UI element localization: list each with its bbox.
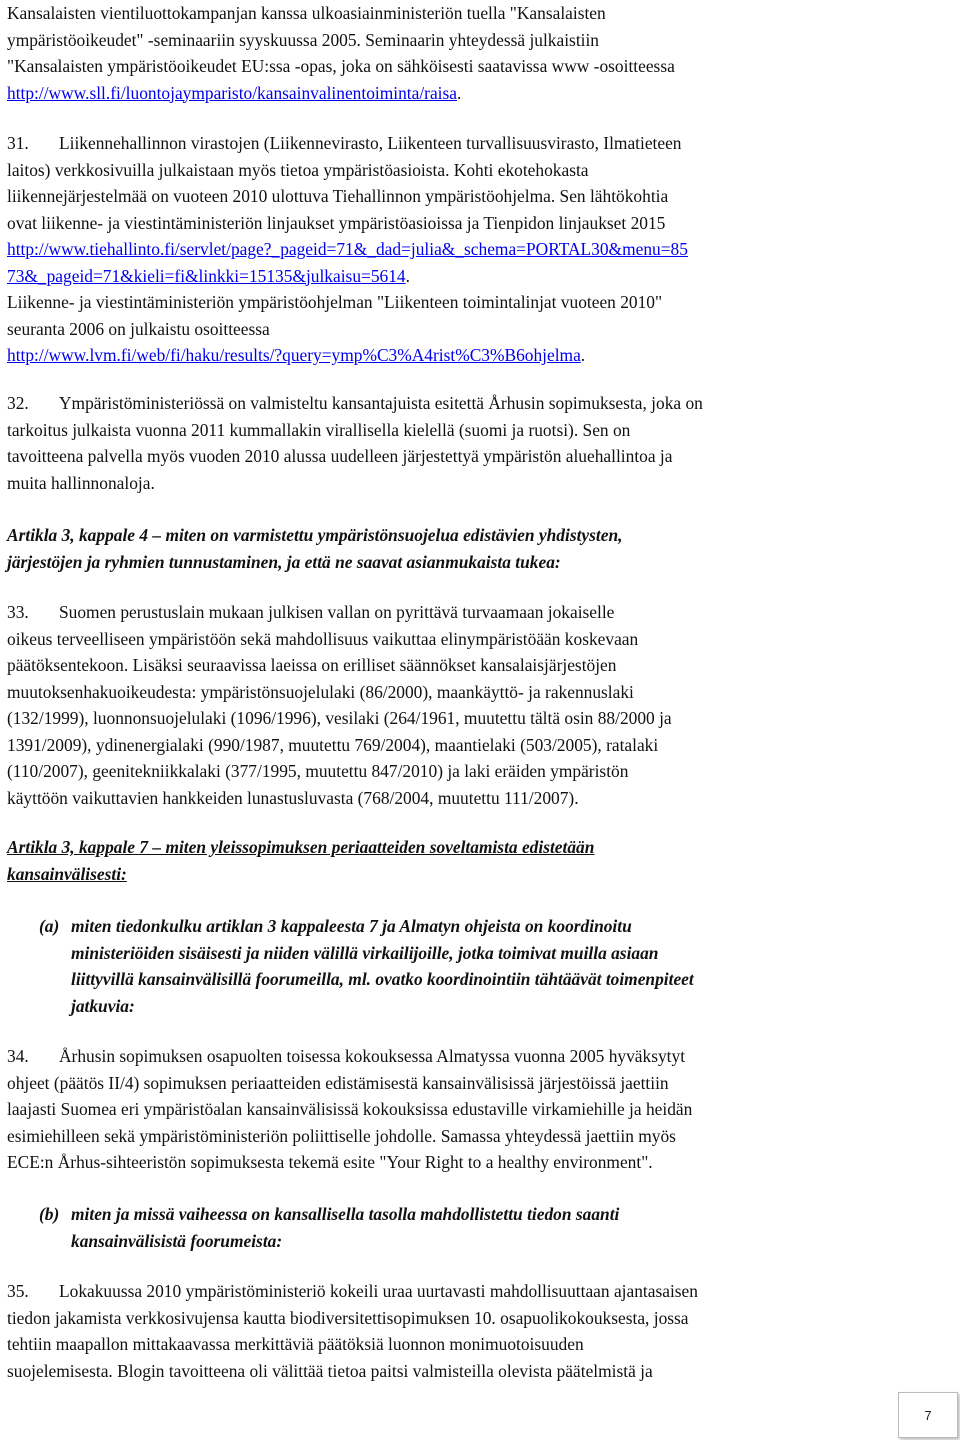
text-line: (110/2007), geenitekniikkalaki (377/1995, muutettu 847/2010) ja laki eräiden ympäristön <box>7 761 629 781</box>
page-number: 7 <box>924 1407 932 1423</box>
text-line: Liikenne- ja viestintäministeriön ympäristöohjelman "Liikenteen toimintalinjat vuoteen 2010" <box>7 292 663 312</box>
text-line: ECE:n Århus-sihteeristön sopimuksesta tekemä esite "Your Right to a healthy environment". <box>7 1152 653 1172</box>
text-line: muita hallinnonaloja. <box>7 472 155 493</box>
tiehallinto-link-continued[interactable]: 73&_pageid=71&kieli=fi&linkki=15135&julkaisu=5614 <box>7 265 406 286</box>
text-line: Liikennehallinnon virastojen (Liikennevirasto, Liikenteen turvallisuusvirasto, Ilmatieteen <box>59 133 682 153</box>
text-line: liikennejärjestelmää on vuoteen 2010 ulottuva Tiehallinnon ympäristöohjelma. Sen lähtökohtia <box>7 186 669 206</box>
heading-line: Artikla 3, kappale 7 – miten yleissopimuksen periaatteiden soveltamista edistetään <box>7 837 595 857</box>
subsection-line: miten ja missä vaiheessa on kansallisella tasolla mahdollistettu tiedon saanti <box>71 1204 620 1224</box>
subsection-line: ministeriöiden sisäisesti ja niiden välillä virkailijoille, jotka toimivat muilla asiaan <box>71 942 659 963</box>
subsection-line: kansainvälisistä foorumeista: <box>71 1230 283 1251</box>
text-line: päätöksentekoon. Lisäksi seuraavissa laeissa on erilliset säännökset kansalaisjärjestöjen <box>7 655 617 675</box>
subsection-line: liittyvillä kansainvälisillä foorumeilla, ml. ovatko koordinointiin tähtäävät toimenpiteet <box>71 969 694 989</box>
paragraph-number: 31. <box>7 133 29 153</box>
text-line: muutoksenhakuoikeudesta: ympäristönsuojelulaki (86/2000), maankäyttö- ja rakennuslaki <box>7 681 634 702</box>
lvm-search-link[interactable]: http://www.lvm.fi/web/fi/haku/results/?query=ymp%C3%A4rist%C3%B6ohjelma <box>7 345 581 365</box>
text-line: Ympäristöministeriössä on valmisteltu kansantajuista esitettä Århusin sopimuksesta, joka on <box>59 393 703 413</box>
text-line: käyttöön vaikuttavien hankkeiden lunastusluvasta (768/2004, muutettu 111/2007). <box>7 787 579 808</box>
text-line: tarkoitus julkaista vuonna 2011 kummallakin virallisella kielellä (suomi ja ruotsi). Sen on <box>7 419 631 440</box>
text-line: Suomen perustuslain mukaan julkisen vallan on pyrittävä turvaamaan jokaiselle <box>59 602 615 622</box>
text-line: tavoitteena palvella myös vuoden 2010 alussa uudelleen järjestettyä ympäristön aluehallintoa ja <box>7 446 673 466</box>
subsection-a <box>39 913 899 1019</box>
sll-raisa-link[interactable]: http://www.sll.fi/luontojaymparisto/kansainvalinentoiminta/raisa <box>7 82 457 103</box>
article-3-4-heading <box>7 522 907 575</box>
text-line: ovat liikenne- ja viestintäministeriön linjaukset ympäristöasioissa ja Tienpidon linjaukset 2015 <box>7 212 666 233</box>
paragraph-number: 32. <box>7 393 29 413</box>
page-number-box <box>898 1392 958 1438</box>
text-line: ohjeet (päätös II/4) sopimuksen periaatteiden edistämisestä kansainvälisissä järjestöissä jaettiin <box>7 1072 669 1093</box>
heading-line: Artikla 3, kappale 4 – miten on varmistettu ympäristönsuojelua edistävien yhdistysten, <box>7 525 623 545</box>
tiehallinto-link[interactable]: http://www.tiehallinto.fi/servlet/page?_pageid=71&_dad=julia&_schema=PORTAL30&menu=85 <box>7 239 688 259</box>
subsection-line: jatkuvia: <box>71 995 135 1016</box>
paragraph-number: 33. <box>7 602 29 622</box>
intro-paragraph <box>7 0 907 106</box>
text-line: suojelemisesta. Blogin tavoitteena oli välittää tietoa paitsi valmisteilla olevista päätelmistä ja <box>7 1360 653 1381</box>
heading-line: järjestöjen ja ryhmien tunnustaminen, ja että ne saavat asianmukaista tukea: <box>7 551 561 572</box>
paragraph-33 <box>7 599 907 811</box>
paragraph-number: 35. <box>7 1281 29 1301</box>
heading-line: kansainvälisesti: <box>7 863 127 884</box>
text-line: 1391/2009), ydinenergialaki (990/1987, muutettu 769/2004), maantielaki (503/2005), ratalaki <box>7 734 659 755</box>
text-line: "Kansalaisten ympäristöoikeudet EU:ssa -opas, joka on sähköisesti saatavissa www -osoitteessa <box>7 56 675 76</box>
text-line: (132/1999), luonnonsuojelulaki (1096/1996), vesilaki (264/1961, muutettu tältä osin 88/2000 ja <box>7 708 672 728</box>
text-line: seuranta 2006 on julkaistu osoitteessa <box>7 318 270 339</box>
paragraph-35 <box>7 1278 907 1384</box>
subsection-line: miten tiedonkulku artiklan 3 kappaleesta 7 ja Almatyn ohjeista on koordinoitu <box>71 916 632 936</box>
paragraph-31 <box>7 130 907 369</box>
text-line: Århusin sopimuksen osapuolten toisessa kokouksessa Almatyssa vuonna 2005 hyväksytyt <box>59 1046 686 1066</box>
text-line: tiedon jakamista verkkosivujensa kautta biodiversitettisopimuksen 10. osapuolikokouksesta, jossa <box>7 1307 689 1328</box>
text-line: . <box>457 82 462 103</box>
subsection-label: (a) <box>39 916 60 936</box>
text-line: Kansalaisten vientiluottokampanjan kanssa ulkoasiainministeriön tuella "Kansalaisten <box>7 3 606 23</box>
paragraph-32 <box>7 390 907 496</box>
text-line: laajasti Suomea eri ympäristöalan kansainvälisissä kokouksissa edustaville virkamiehille ja heidän <box>7 1099 693 1119</box>
text-line: oikeus terveelliseen ympäristöön sekä mahdollisuus vaikuttaa elinympäristöään koskevaan <box>7 628 639 649</box>
paragraph-number: 34. <box>7 1046 29 1066</box>
text-line: esimiehilleen sekä ympäristöministeriön poliittiselle johdolle. Samassa yhteydessä jaettiin myös <box>7 1125 676 1146</box>
text-line: laitos) verkkosivuilla julkaistaan myös tietoa ympäristöasioista. Kohti ekotehokasta <box>7 159 589 180</box>
subsection-b <box>39 1201 899 1254</box>
text-line: tehtiin maapallon mittakaavassa merkittäviä päätöksiä luonnon monimuotoisuuden <box>7 1334 584 1354</box>
text-line: . <box>405 265 410 286</box>
subsection-label: (b) <box>39 1204 60 1224</box>
text-line: Lokakuussa 2010 ympäristöministeriö kokeili uraa uurtavasti mahdollisuuttaan ajantasaisen <box>59 1281 698 1301</box>
article-3-7-heading <box>7 834 907 887</box>
text-line: . <box>580 345 586 365</box>
paragraph-34 <box>7 1043 907 1176</box>
text-line: ympäristöoikeudet" -seminaariin syyskuussa 2005. Seminaarin yhteydessä julkaistiin <box>7 29 600 50</box>
